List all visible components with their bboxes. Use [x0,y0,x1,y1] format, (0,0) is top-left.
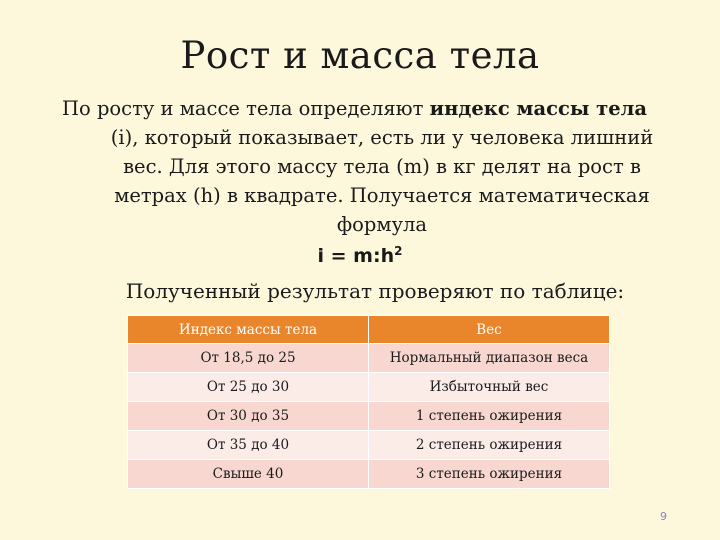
table-row [128,402,610,431]
slide-title: Рост и масса тела [180,34,540,77]
cell-weight-category: Нормальный диапазон веса [369,344,610,373]
paragraph-line: формула [336,213,428,236]
cell-bmi-range: От 35 до 40 [128,431,369,460]
cell-bmi-range: От 30 до 35 [128,402,369,431]
table-intro-text: Полученный результат проверяют по таблице: [125,279,625,303]
cell-weight-category: 2 степень ожирения [369,431,610,460]
paragraph-line: вес. Для этого массу тела (m) в кг делят на рост в [123,155,641,178]
table-row [128,460,610,489]
table-row [128,431,610,460]
paragraph-text: По росту и массе тела определяют [62,97,430,120]
formula-text: i = m:h [317,245,395,267]
paragraph-line [62,94,702,123]
bmi-term-bold: индекс массы тела [429,97,648,120]
bmi-description-paragraph [62,94,702,239]
table-header-row [128,316,610,344]
bmi-formula [0,244,720,267]
table-row [128,373,610,402]
formula-exponent: 2 [394,244,403,258]
cell-bmi-range: Свыше 40 [128,460,369,489]
cell-bmi-range: От 18,5 до 25 [128,344,369,373]
header-weight: Вес [369,316,610,344]
paragraph-line: (i), который показывает, есть ли у человека лишний [110,126,654,149]
cell-bmi-range: От 25 до 30 [128,373,369,402]
page-number: 9 [660,510,667,523]
cell-weight-category: 3 степень ожирения [369,460,610,489]
table-row [128,344,610,373]
header-bmi-index: Индекс массы тела [128,316,369,344]
cell-weight-category: 1 степень ожирения [369,402,610,431]
cell-weight-category: Избыточный вес [369,373,610,402]
bmi-table [127,315,610,489]
paragraph-line: метрах (h) в квадрате. Получается математическая [114,184,650,207]
